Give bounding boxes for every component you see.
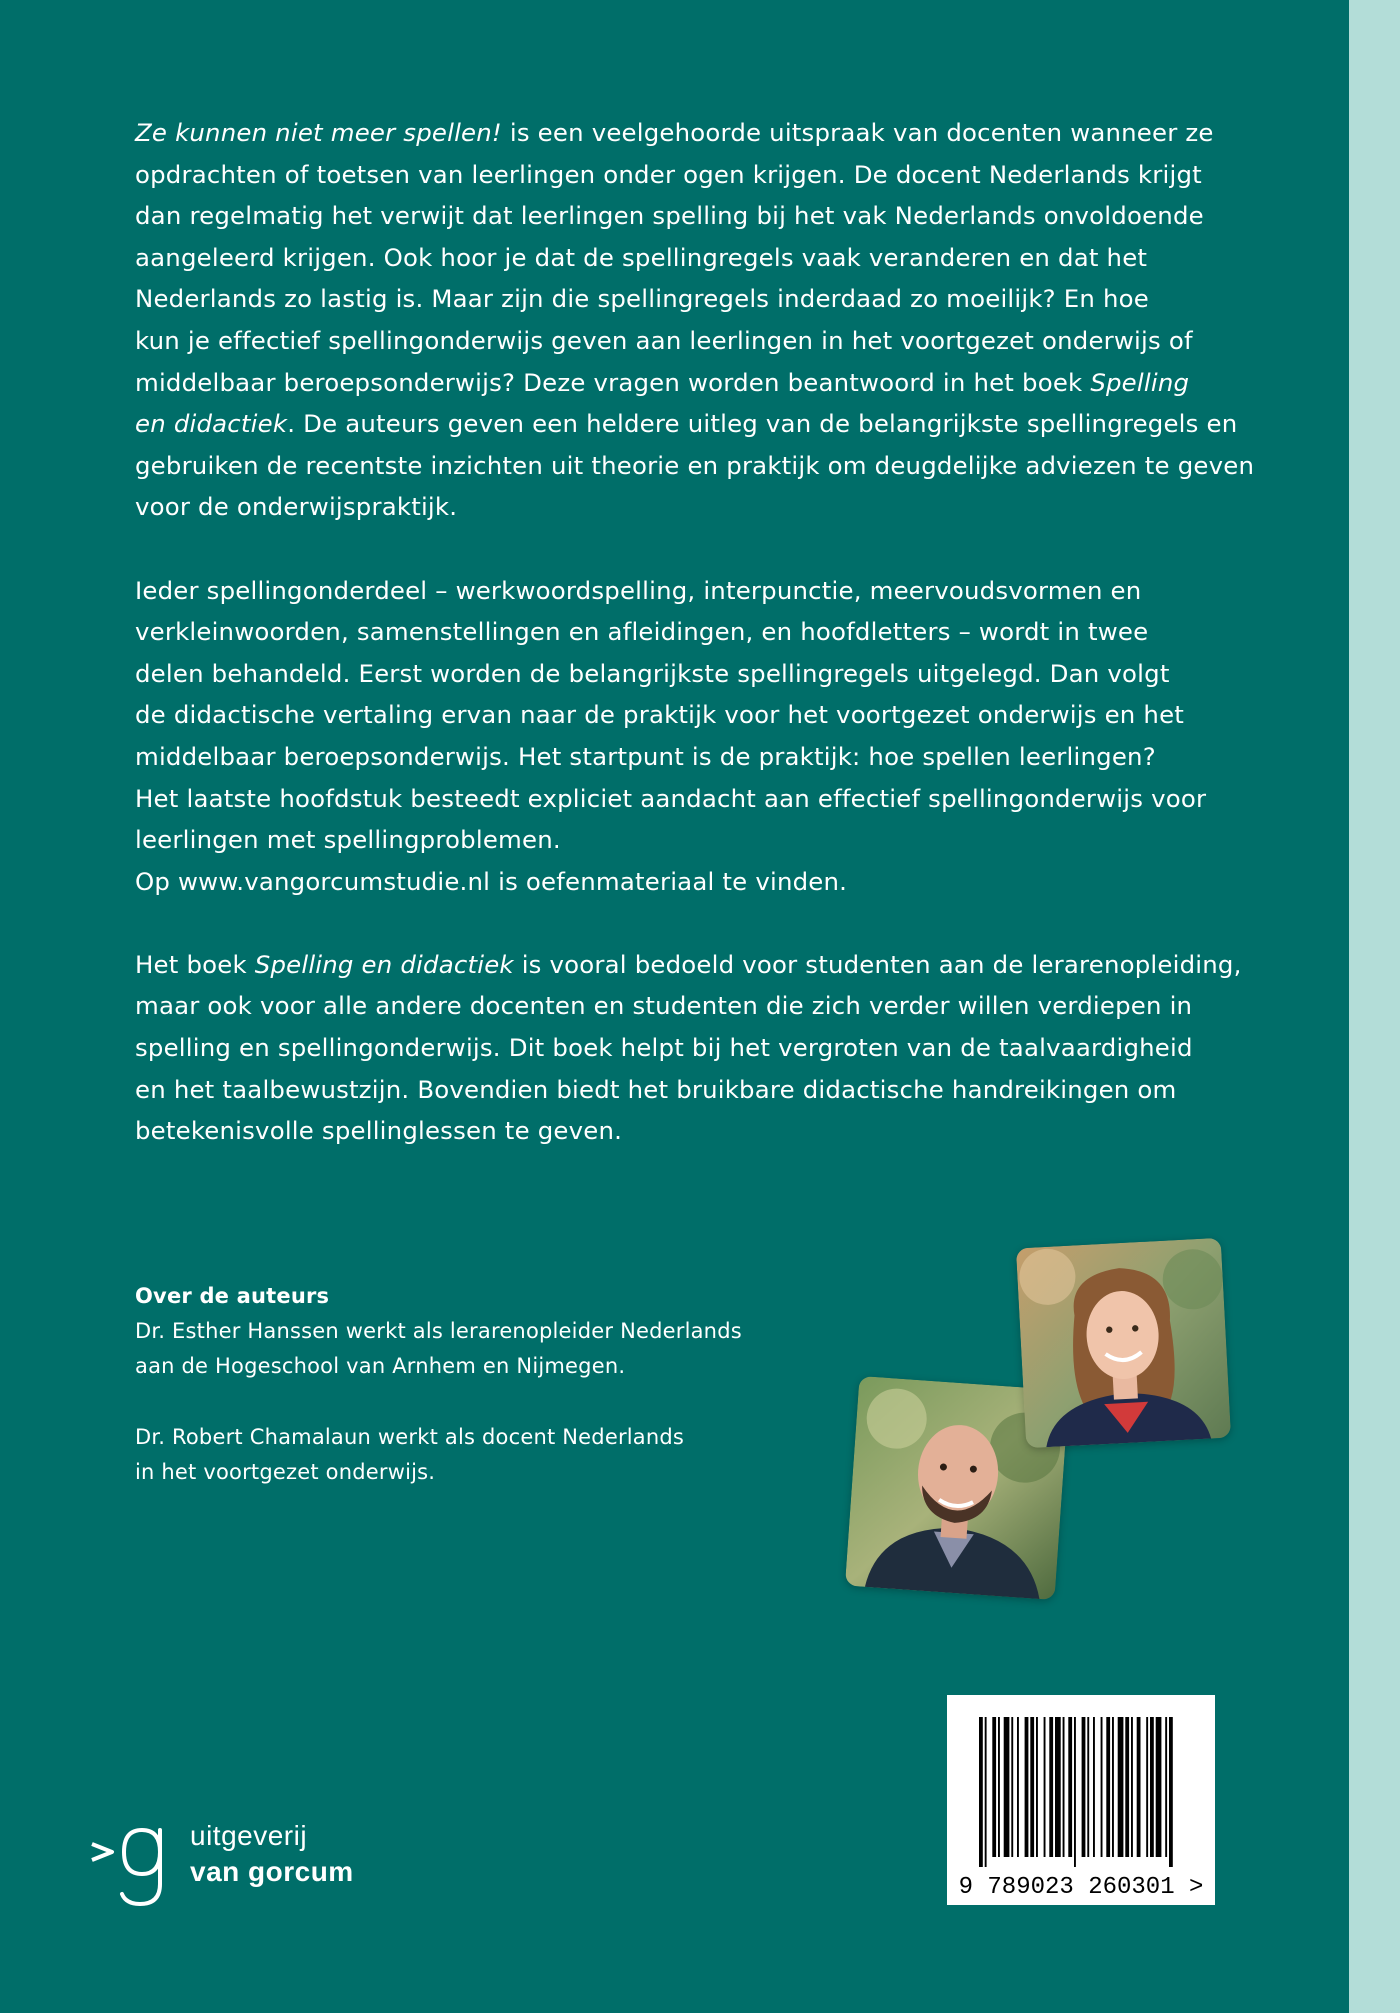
author-photo-esther [1016,1238,1231,1448]
barcode-bar [1049,1717,1053,1857]
blurb-paragraph-2: Ieder spellingonderdeel – werkwoordspelling, interpunctie, meervoudsvormen en verkleinwoorden, samenstellingen en afleidingen, en hoofdletters – wordt in twee delen behandeld. Eerst worden de belangrijkste spellingregels uitgelegd. Dan volgt de didactische vertaling ervan naar de praktijk voor het voortgezet onderwijs en het middelbaar beroepsonderwijs. Het startpunt is de praktijk: hoe spellen leerlingen? Het laatste hoofdstuk besteedt expliciet aandacht aan effectief spellingonderwijs voor leerlingen met spellingproblemen. Op www.vangorcumstudie.nl is oefenmateriaal te vinden. [135,570,1225,903]
about-authors: Over de auteurs Dr. Esther Hanssen werkt als lerarenopleider Nederlands aan de Hogeschool van Arnhem en Nijmegen. Dr. Robert Chamalaun werkt als docent Nederlands in het voortgezet onderwijs. [135,1279,815,1490]
barcode-bar [1017,1717,1019,1857]
barcode-bar [1106,1717,1110,1857]
barcode-bar [1087,1717,1089,1857]
barcode-bar [1146,1717,1148,1857]
barcode-bar [1112,1717,1114,1857]
book-title-emphasis: en didactiek [135,409,288,439]
barcode-bar [1156,1717,1162,1857]
barcode-bar [1125,1717,1129,1857]
book-spine [1349,0,1400,2013]
back-cover-blurb [135,112,1255,1193]
barcode-bar [1131,1717,1133,1857]
barcode-bar [1011,1717,1013,1857]
barcode-bar [1036,1717,1038,1857]
author-esther-bio: Dr. Esther Hanssen werkt als lerarenopleider Nederlands [135,1319,742,1344]
barcode-bar [1101,1717,1103,1857]
barcode-bar [1118,1717,1124,1857]
barcode-bar [1044,1717,1046,1857]
barcode-bar [1055,1717,1061,1857]
barcode-bar [1068,1717,1072,1857]
barcode-bar [1025,1717,1029,1857]
blurb-paragraph-3: Het boek Spelling en didactiek is vooral bedoeld voor studenten aan de lerarenopleiding, maar ook voor alle andere docenten en studenten die zich verder willen verdiepen in spelling en spellingonderwijs. Dit boek helpt bij het vergroten van de taalvaardigheid en het taalbewustzijn. Bovendien biedt het bruikbare didactische handreikingen om betekenisvolle spellinglessen te geven. [135,949,1242,1146]
isbn-barcode [947,1695,1215,1905]
barcode-bar [1150,1717,1154,1857]
barcode-bar [1137,1717,1141,1857]
authors-heading: Over de auteurs [135,1284,330,1308]
website-line: Op www.vangorcumstudie.nl is oefenmateriaal te vinden. [135,866,848,896]
author-robert-bio: Dr. Robert Chamalaun werkt als docent Nederlands [135,1424,685,1449]
barcode-bar [1030,1717,1034,1857]
book-title-emphasis: Spelling en didactiek [254,949,514,979]
publisher-logo [90,1812,370,1912]
blurb-paragraph-1: Ze kunnen niet meer spellen! is een veelgehoorde uitspraak van docenten wanneer ze opdrachten of toetsen van leerlingen onder ogen krijgen. De docent Nederlands krijgt dan regelmatig het verwijt dat leerlingen spelling bij het vak Nederlands onvoldoende aangeleerd krijgen. Ook hoor je dat de spellingregels vaak veranderen en dat het Nederlands zo lastig is. Maar zijn die spellingregels inderdaad zo moeilijk? En hoe kun je effectief spellingonderwijs geven aan leerlingen in het voortgezet onderwijs of middelbaar beroepsonderwijs? Deze vragen worden beantwoord in het boek Spelling en didactiek. De auteurs geven een heldere uitleg van de belangrijkste spellingregels en gebruiken de recentste inzichten uit theorie en praktijk om deugdelijke adviezen te geven voor de onderwijspraktijk. [135,118,1255,522]
quote-emphasis: Ze kunnen niet meer spellen! [135,118,502,147]
barcode-bar [992,1717,996,1857]
barcode-bar [1082,1717,1086,1857]
barcode-bar [1063,1717,1065,1857]
publisher-name-line1: uitgeverij [190,1820,308,1851]
book-title-emphasis: Spelling [1090,367,1190,397]
van-gorcum-logo-icon [90,1812,190,1912]
portrait-esther-image [1016,1238,1231,1448]
barcode-bar [1004,1717,1010,1857]
barcode-bar [979,1717,983,1867]
publisher-name-line2: van gorcum [190,1856,354,1887]
barcode-digits: 9 789023 260301 > [958,1874,1204,1901]
barcode-icon [947,1695,1215,1905]
barcode-bar [998,1717,1000,1857]
barcode-bar [1165,1717,1167,1857]
barcode-bar [985,1717,987,1867]
barcode-bar [1093,1717,1095,1857]
barcode-bar [1169,1717,1173,1867]
barcode-bar [1074,1717,1076,1867]
